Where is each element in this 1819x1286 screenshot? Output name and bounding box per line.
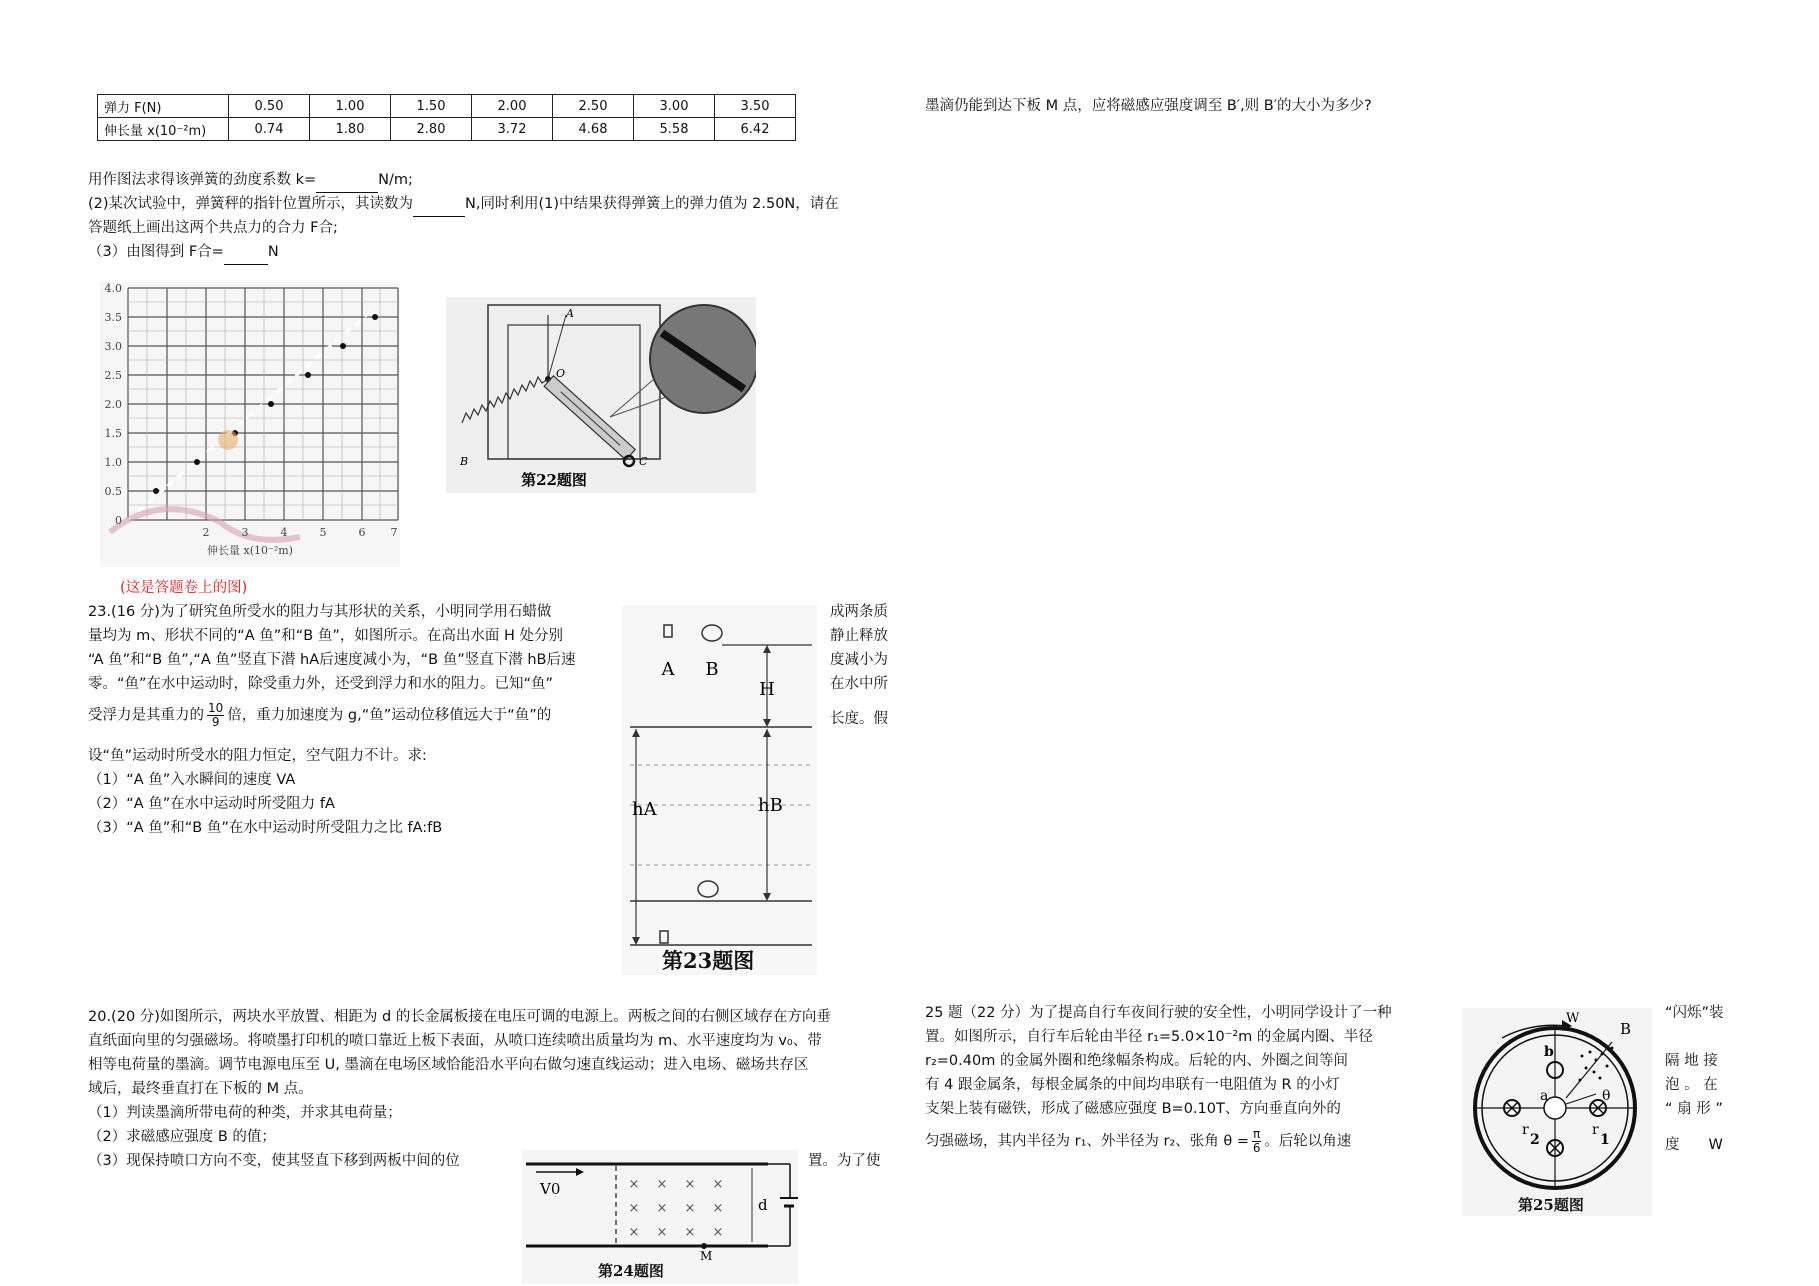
fig-label-b-field: B	[1620, 1020, 1632, 1038]
graph-y-tick: 3.0	[104, 340, 122, 353]
q23-figure	[622, 605, 817, 975]
fig-label-d: d	[758, 1196, 768, 1214]
svg-text:×: ×	[712, 1201, 724, 1216]
figure-caption: 第25题图	[1518, 1196, 1584, 1214]
graph-x-tick: 2	[202, 526, 210, 539]
table-cell: 3.50	[715, 95, 796, 118]
svg-text:×: ×	[684, 1177, 696, 1192]
table-cell: 2.80	[391, 118, 472, 141]
fig-label-v0: V0	[540, 1180, 561, 1198]
q25-right-4: “ 扇 形 ”	[1665, 1101, 1723, 1117]
q25-right-2: 隔 地 接	[1665, 1053, 1718, 1069]
answer-sheet-note: (这是答题卷上的图)	[120, 580, 248, 596]
fig-label-a: A	[566, 307, 574, 320]
answer-blank	[316, 168, 378, 193]
q22-line-1: 用作图法求得该弹簧的劲度系数 k= N/m;	[88, 168, 413, 193]
q20-question-1: （1）判读墨滴所带电荷的种类，并求其电荷量；	[88, 1105, 402, 1121]
q25-right-3: 泡 。 在	[1665, 1077, 1718, 1093]
q25-line-2: 置。如图所示，自行车后轮由半径 r₁=5.0×10⁻²m 的金属内圈、半径	[925, 1029, 1373, 1045]
q25-line-5: 支架上装有磁铁，形成了磁感应强度 B=0.10T、方向垂直向外的	[925, 1101, 1341, 1117]
q23-question-1: （1）“A 鱼”入水瞬间的速度 VA	[88, 772, 296, 788]
q22-figure	[446, 297, 756, 493]
q20-line-2: 直纸面向里的匀强磁场。将喷墨打印机的喷口靠近上板下表面，从喷口连续喷出质量均为 m、水平速度均为 v₀、带	[88, 1033, 822, 1049]
fig-label-m: M	[700, 1249, 713, 1260]
figure-caption: 第22题图	[521, 471, 587, 489]
spring-graph-svg	[100, 282, 400, 567]
q25-line-4: 有 4 跟金属条，每根金属条的中间均串联有一电阻值为 R 的小灯	[925, 1077, 1340, 1093]
svg-text:×: ×	[628, 1201, 640, 1216]
q23-right-2: 静止释放	[830, 628, 888, 644]
figure-caption: 第24题图	[598, 1262, 664, 1280]
q23-figure-svg	[622, 605, 817, 975]
graph-x-tick: 6	[358, 526, 366, 539]
q25-line-3: r₂=0.40m 的金属外圈和绝缘幅条构成。后轮的内、外圈之间等间	[925, 1053, 1348, 1069]
graph-y-tick: 1.0	[104, 456, 122, 469]
svg-text:×: ×	[684, 1225, 696, 1240]
q22-figure-svg	[446, 297, 756, 493]
q23-line-1: 23.(16 分)为了研究鱼所受水的阻力与其形状的关系，小明同学用石蜡做	[88, 604, 552, 620]
fig-label-b-point: b	[1544, 1044, 1554, 1060]
graph-y-tick: 0	[115, 514, 122, 527]
svg-text:×: ×	[656, 1225, 668, 1240]
graph-x-tick: 5	[319, 526, 327, 539]
svg-text:×: ×	[712, 1177, 724, 1192]
graph-y-tick: 1.5	[104, 427, 122, 440]
graph-y-tick: 0.5	[104, 485, 122, 498]
q24-figure-svg	[522, 1150, 798, 1260]
graph-y-tick: 2.5	[104, 369, 122, 382]
spring-data-table	[97, 94, 796, 141]
q23-line-3: “A 鱼”和“B 鱼”,“A 鱼”竖直下潜 hA后速度减小为，“B 鱼”竖直下潜 hB后速	[88, 652, 576, 668]
fig-label-w: W	[1566, 1011, 1580, 1026]
q23-question-3: （3）“A 鱼”和“B 鱼”在水中运动时所受阻力之比 fA:fB	[88, 820, 443, 836]
table-cell: 5.58	[634, 118, 715, 141]
figure-caption: 第23题图	[662, 948, 755, 973]
q25-right-5: 度 W	[1665, 1137, 1723, 1153]
table-cell: 0.74	[229, 118, 310, 141]
graph-y-tick: 2.0	[104, 398, 122, 411]
graph-y-tick: 3.5	[104, 311, 122, 324]
svg-text:×: ×	[656, 1177, 668, 1192]
q23-right-3: 度减小为	[830, 652, 888, 668]
q20-question-2: （2）求磁感应强度 B 的值；	[88, 1129, 276, 1145]
q22-line-3: 答题纸上画出这两个共点力的合力 F合;	[88, 220, 338, 236]
q25-line-1: 25 题（22 分）为了提高自行车夜间行驶的安全性，小明同学设计了一种	[925, 1005, 1392, 1021]
fig-label-r1: r	[1592, 1122, 1599, 1138]
q25-figure	[1462, 1008, 1652, 1216]
q20-line-3: 相等电荷量的墨滴。调节电源电压至 U, 墨滴在电场区域恰能沿水平向右做匀速直线运动；进入电场、磁场共存区	[88, 1057, 809, 1073]
table-cell: 2.50	[553, 95, 634, 118]
q20-line-1: 20.(20 分)如图所示，两块水平放置、相距为 d 的长金属板接在电压可调的电源上。两板之间的右侧区域存在方向垂	[88, 1009, 831, 1025]
q23-right-4: 在水中所	[830, 676, 888, 692]
spring-graph	[100, 282, 400, 567]
fig-label-o: O	[556, 367, 566, 380]
q24-figure	[522, 1150, 798, 1284]
q23-right-5: 长度。假	[830, 711, 888, 727]
fig-label-r2-sub: 2	[1530, 1132, 1540, 1148]
table-cell: 6.42	[715, 118, 796, 141]
q23-line-5: 受浮力是其重力的 $\frac{10}{9}$ 倍，重力加速度为 g,“鱼”运动位移值远大于“鱼”的	[88, 701, 552, 729]
table-cell: 2.00	[472, 95, 553, 118]
table-cell: 1.50	[391, 95, 472, 118]
fig-label-h: H	[759, 679, 775, 700]
graph-y-tick: 4.0	[104, 282, 122, 295]
fig-label-a-point: a	[1540, 1088, 1549, 1104]
fig-label-theta: θ	[1602, 1088, 1611, 1104]
fig-label-r1-sub: 1	[1600, 1132, 1610, 1148]
fig-label-c: C	[639, 455, 648, 468]
svg-text:×: ×	[628, 1177, 640, 1192]
fig-label-hb: hB	[758, 795, 783, 816]
table-cell: 1.80	[310, 118, 391, 141]
fig-label-b: B	[460, 455, 469, 468]
fig-label-ha: hA	[632, 799, 657, 820]
q25-right-1: “闪烁”装	[1665, 1005, 1724, 1021]
q25-figure-svg	[1462, 1008, 1652, 1193]
table-cell: 0.50	[229, 95, 310, 118]
answer-blank	[224, 240, 268, 265]
table-cell: 4.68	[553, 118, 634, 141]
answer-blank	[413, 192, 465, 217]
q25-line-6: 匀强磁场，其内半径为 r₁、外半径为 r₂、张角 θ = $\frac{\pi}{6}$ 。后轮以角速	[925, 1127, 1352, 1155]
q23-line-4: 零。“鱼”在水中运动时，除受重力外，还受到浮力和水的阻力。已知“鱼”	[88, 676, 554, 692]
table-row	[98, 118, 796, 141]
svg-text:×: ×	[628, 1225, 640, 1240]
q20-continued-line: 墨滴仍能到达下板 M 点，应将磁感应强度调至 B′,则 B′的大小为多少?	[925, 98, 1372, 114]
q23-question-2: （2）“A 鱼”在水中运动时所受阻力 fA	[88, 796, 335, 812]
q23-line-2: 量均为 m、形状不同的“A 鱼”和“B 鱼”，如图所示。在高出水面 H 处分别	[88, 628, 563, 644]
fig-label-b-fish: B	[705, 659, 719, 680]
row-header: 弹力 F(N)	[98, 95, 229, 118]
fraction: $\frac{10}{9}$	[208, 701, 224, 729]
table-cell: 3.72	[472, 118, 553, 141]
q23-line-6: 设“鱼”运动时所受水的阻力恒定，空气阻力不计。求:	[88, 748, 427, 764]
graph-x-tick: 4	[280, 526, 288, 539]
fig-label-r2: r	[1522, 1122, 1529, 1138]
q20-question-3: （3）现保持喷口方向不变，使其竖直下移到两板中间的位	[88, 1153, 460, 1169]
fig-label-a-fish: A	[661, 659, 675, 680]
table-cell: 3.00	[634, 95, 715, 118]
graph-x-tick: 7	[390, 526, 398, 539]
table-cell: 1.00	[310, 95, 391, 118]
svg-text:×: ×	[656, 1201, 668, 1216]
table-row	[98, 95, 796, 118]
svg-text:×: ×	[712, 1225, 724, 1240]
q20-question-3-end: 置。为了使	[808, 1153, 881, 1169]
fraction: $\frac{\pi}{6}$	[1252, 1127, 1261, 1155]
q23-right-1: 成两条质	[830, 604, 888, 620]
q20-line-4: 域后，最终垂直打在下板的 M 点。	[88, 1081, 313, 1097]
q22-line-2: (2)某次试验中，弹簧秤的指针位置所示，其读数为 N,同时利用(1)中结果获得弹簧上的弹力值为 2.50N，请在	[88, 192, 839, 217]
q22-line-4: （3）由图得到 F合= N	[88, 240, 279, 265]
graph-x-label: 伸长量 x(10⁻²m)	[207, 544, 293, 557]
graph-x-tick: 3	[241, 526, 249, 539]
svg-text:×: ×	[684, 1201, 696, 1216]
row-header: 伸长量 x(10⁻²m)	[98, 118, 229, 141]
